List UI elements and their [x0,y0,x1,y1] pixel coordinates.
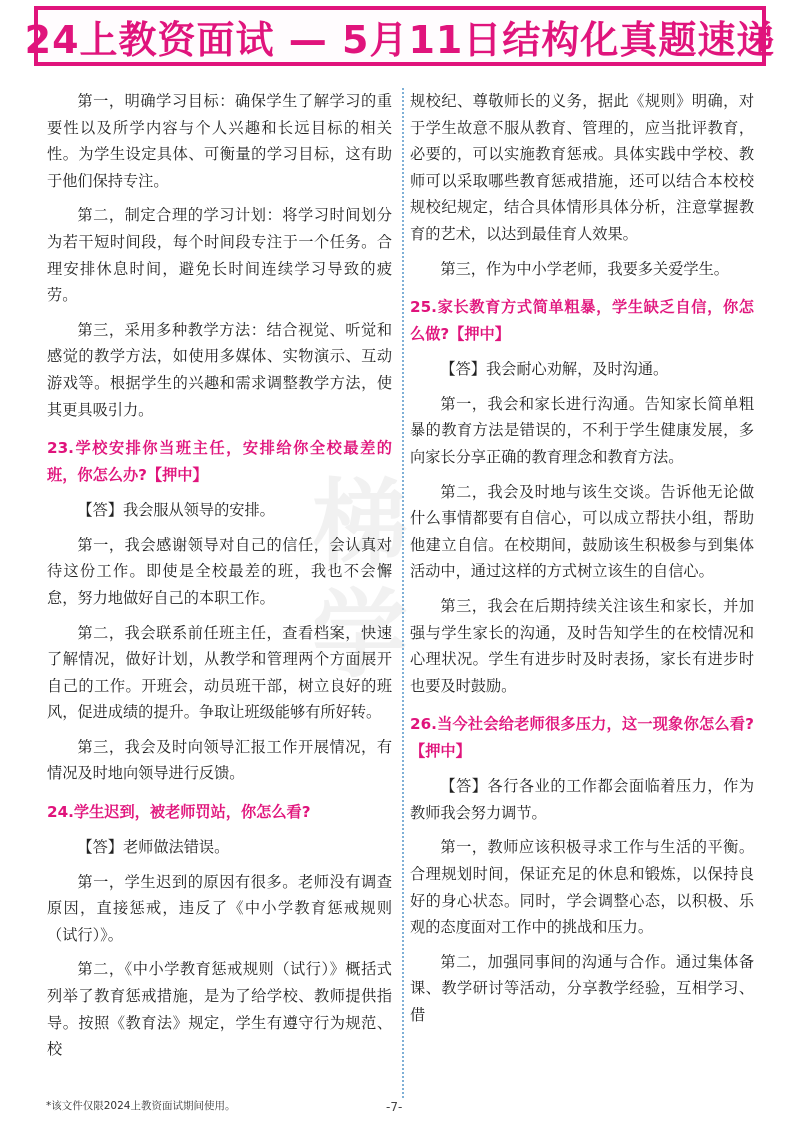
paragraph: 第三，我会及时向领导汇报工作开展情况，有情况及时地向领导进行反馈。 [47,737,392,783]
usage-footnote: *该文件仅限2024上教资面试期间使用。 [46,1100,236,1112]
column-divider [402,88,404,1098]
answer-summary: 【答】老师做法错误。 [77,838,230,857]
paragraph: 第二，《中小学教育惩戒规则（试行）》概括式列举了教育惩戒措施，是为了给学校、教师提供指导。按照《教育法》规定，学生有遵守行为规范、校 [47,960,392,1059]
paragraph: 第三，作为中小学老师，我要多关爱学生。 [440,259,729,278]
paragraph: 第二，加强同事间的沟通与合作。通过集体备课、教学研讨等活动，分享教学经验，互相学习、借 [410,952,754,1025]
paragraph: 第三，采用多种教学方法：结合视觉、听觉和感觉的教学方法，如使用多媒体、实物演示、互动游戏等。根据学生的兴趣和需求调整教学方法，使其更具吸引力。 [47,320,392,419]
paragraph-continued: 规校纪、尊敬师长的义务，据此《规则》明确，对于学生故意不服从教育、管理的，应当批评教育，必要的，可以实施教育惩戒。具体实践中学校、教师可以采取哪些教育惩戒措施，还可以结合本校校规校纪规定，结合具体情形具体分析，注意掌握教育的艺术，以达到最佳育人效果。 [410,92,754,243]
page-number: -7- [386,1100,403,1114]
header-banner [24,6,776,66]
answer-summary: 【答】各行各业的工作都会面临着压力，作为教师我会努力调节。 [410,777,754,822]
answer-summary: 【答】我会服从领导的安排。 [77,501,275,520]
right-column [410,88,754,1100]
question-24-heading: 24.学生迟到，被老师罚站，你怎么看? [47,803,311,822]
paragraph: 第一，我会感谢领导对自己的信任，会认真对待这份工作。即使是全校最差的班，我也不会懈怠，努力地做好自己的本职工作。 [47,535,392,607]
background-watermark: 梯学 [312,469,408,691]
paragraph: 第二，制定合理的学习计划：将学习时间划分为若干短时间段，每个时间段专注于一个任务。合理安排休息时间，避免长时间连续学习导致的疲劳。 [47,206,392,305]
paragraph: 第二，我会及时地与该生交谈。告诉他无论做什么事情都要有自信心，可以成立帮扶小组，帮助他建立自信。在校期间，鼓励该生积极参与到集体活动中，通过这样的方式树立该生的自信心。 [410,482,754,581]
paragraph: 第二，我会联系前任班主任，查看档案，快速了解情况，做好计划，从教学和管理两个方面展开自己的工作。开班会，动员班干部，树立良好的班风，促进成绩的提升。争取让班级能够有所好转。 [47,623,392,722]
paragraph: 第一，教师应该积极寻求工作与生活的平衡。合理规划时间，保证充足的休息和锻炼，以保持良好的身心状态。同时，学会调整心态，以积极、乐观的态度面对工作中的挑战和压力。 [410,838,754,937]
page-title: 24上教资面试 — 5月11日结构化真题速递 [24,17,776,62]
answer-summary: 【答】我会耐心劝解，及时沟通。 [440,360,669,379]
paragraph: 第三，我会在后期持续关注该生和家长，并加强与学生家长的沟通，及时告知学生的在校情况和心理状况。学生有进步时及时表扬，家长有进步时也要及时鼓励。 [410,596,754,695]
paragraph: 第一，明确学习目标：确保学生了解学习的重要性以及所学内容与个人兴趣和长远目标的相关性。为学生设定具体、可衡量的学习目标，这有助于他们保持专注。 [47,92,392,190]
left-column [47,88,392,1100]
paragraph: 第一，学生迟到的原因有很多。老师没有调查原因，直接惩戒，违反了《中小学教育惩戒规则（试行）》。 [47,872,392,944]
question-23-heading: 23.学校安排你当班主任，安排给你全校最差的班，你怎么办?【押中】 [47,439,392,485]
question-25-heading: 25.家长教育方式简单粗暴，学生缺乏自信，你怎么做?【押中】 [410,298,754,344]
paragraph: 第一，我会和家长进行沟通。告知家长简单粗暴的教育方法是错误的，不利于学生健康发展，多向家长分享正确的教育理念和教育方法。 [410,394,754,466]
question-26-heading: 26.当今社会给老师很多压力，这一现象你怎么看?【押中】 [410,715,754,761]
